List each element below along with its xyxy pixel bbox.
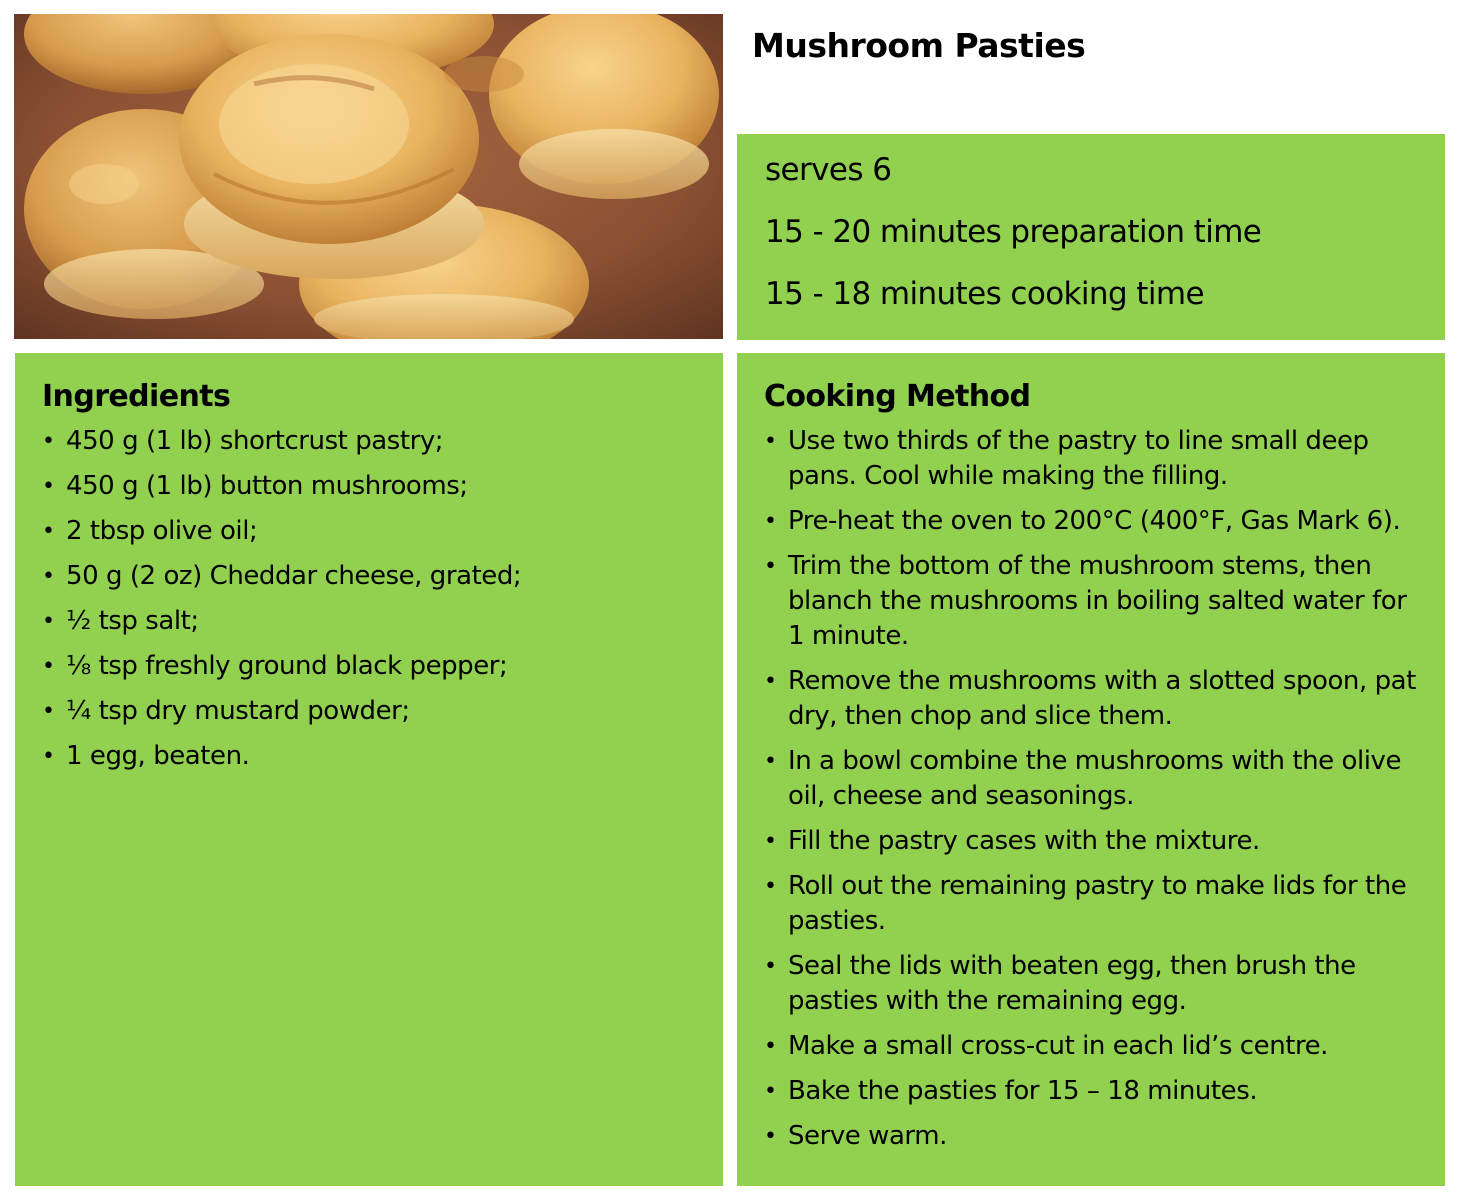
- bullet-icon: •: [42, 519, 55, 544]
- ingredient-item: • ¼ tsp dry mustard powder;: [42, 694, 696, 729]
- method-step: • In a bowl combine the mushrooms with the olive oil, cheese and seasonings.: [764, 746, 1401, 811]
- bullet-icon: •: [764, 1124, 777, 1149]
- method-heading: Cooking Method: [764, 379, 1031, 414]
- ingredient-item: • 50 g (2 oz) Cheddar cheese, grated;: [42, 559, 696, 594]
- ingredient-item: • ⅛ tsp freshly ground black pepper;: [42, 649, 696, 684]
- bullet-icon: •: [764, 554, 777, 579]
- method-step: • Trim the bottom of the mushroom stems, then blanch the mushrooms in boiling salted water for 1 minute.: [764, 551, 1407, 651]
- method-step: • Bake the pasties for 15 – 18 minutes.: [764, 1074, 1418, 1109]
- bullet-icon: •: [764, 509, 777, 534]
- prep-time-text: 15 - 20 minutes preparation time: [765, 214, 1262, 250]
- method-step: • Serve warm.: [764, 1119, 1418, 1154]
- ingredients-panel: [15, 353, 723, 1186]
- cooking-method-panel: [737, 353, 1445, 1186]
- method-step: • Make a small cross-cut in each lid’s centre.: [764, 1029, 1418, 1064]
- ingredients-list: [42, 424, 696, 774]
- ingredients-heading: Ingredients: [42, 379, 231, 414]
- cook-time-text: 15 - 18 minutes cooking time: [765, 276, 1204, 312]
- bullet-icon: •: [42, 609, 55, 634]
- method-step: • Fill the pastry cases with the mixture.: [764, 824, 1418, 859]
- method-step: • Remove the mushrooms with a slotted spoon, pat dry, then chop and slice them.: [764, 666, 1416, 731]
- bullet-icon: •: [764, 669, 777, 694]
- bullet-icon: •: [42, 744, 55, 769]
- bullet-icon: •: [42, 654, 55, 679]
- bullet-icon: •: [764, 1079, 777, 1104]
- bullet-icon: •: [764, 1034, 777, 1059]
- ingredient-item: • ½ tsp salt;: [42, 604, 696, 639]
- method-step: • Seal the lids with beaten egg, then brush the pasties with the remaining egg.: [764, 951, 1356, 1016]
- method-step: • Roll out the remaining pastry to make lids for the pasties.: [764, 871, 1407, 936]
- bullet-icon: •: [42, 474, 55, 499]
- ingredient-item: • 450 g (1 lb) button mushrooms;: [42, 469, 696, 504]
- ingredient-item: • 2 tbsp olive oil;: [42, 514, 696, 549]
- method-step: • Use two thirds of the pastry to line small deep pans. Cool while making the filling.: [764, 426, 1369, 491]
- serves-text: serves 6: [765, 152, 892, 188]
- bullet-icon: •: [764, 429, 777, 454]
- bullet-icon: •: [42, 429, 55, 454]
- bullet-icon: •: [764, 749, 777, 774]
- ingredient-item: • 1 egg, beaten.: [42, 739, 696, 774]
- method-steps-list: [764, 424, 1418, 1154]
- bullet-icon: •: [764, 874, 777, 899]
- method-step: • Pre-heat the oven to 200°C (400°F, Gas Mark 6).: [764, 504, 1418, 539]
- pasties-photo: [14, 14, 723, 339]
- bullet-icon: •: [764, 954, 777, 979]
- bullet-icon: •: [42, 699, 55, 724]
- ingredient-item: • 450 g (1 lb) shortcrust pastry;: [42, 424, 696, 459]
- bullet-icon: •: [42, 564, 55, 589]
- recipe-info-panel: [737, 134, 1445, 340]
- bullet-icon: •: [764, 829, 777, 854]
- recipe-title: Mushroom Pasties: [752, 26, 1086, 65]
